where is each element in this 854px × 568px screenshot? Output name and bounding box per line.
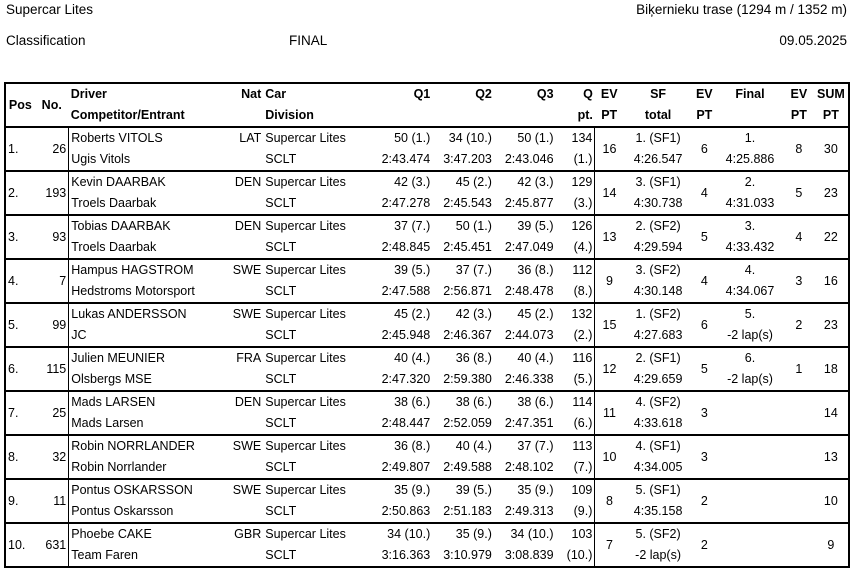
cell-nat: FRA	[228, 347, 263, 369]
cell-sf-position: 2. (SF1)	[624, 347, 693, 369]
cell-division: SCLT	[265, 548, 297, 562]
cell-sf-position: 1. (SF2)	[624, 303, 693, 325]
cell-sf-total: 4:34.005	[633, 460, 683, 474]
cell-ev-sf: 5	[693, 347, 716, 391]
cell-division: SCLT	[265, 372, 297, 386]
cell-sum: 16	[814, 259, 849, 303]
table-row-detail	[5, 369, 849, 391]
cell-ev-final: 4	[784, 215, 814, 259]
cell-final-position: 5.	[716, 303, 784, 325]
cell-final-time: 4:33.432	[725, 240, 775, 254]
cell-sf-total: 4:26.547	[633, 152, 683, 166]
cell-blank	[228, 545, 263, 567]
cell-division: SCLT	[265, 152, 297, 166]
cell-final-position	[716, 391, 784, 413]
cell-q3-points: 39 (5.)	[494, 215, 556, 237]
cell-q2-time: 3:47.203	[443, 152, 492, 166]
cell-q-points: 114	[556, 391, 595, 413]
cell-pos: 1.	[5, 127, 35, 171]
cell-blank	[228, 369, 263, 391]
cell-pos: 6.	[5, 347, 35, 391]
table-row	[5, 171, 849, 193]
cell-pos: 2.	[5, 171, 35, 215]
cell-ev-q: 10	[595, 435, 624, 479]
cell-driver: Pontus OSKARSSON	[69, 479, 228, 501]
cell-car: Supercar Lites	[263, 435, 369, 457]
table-row	[5, 127, 849, 149]
cell-q1-time: 2:47.320	[381, 372, 431, 386]
cell-blank	[228, 457, 263, 479]
table-row	[5, 303, 849, 325]
cell-nat: GBR	[228, 523, 263, 545]
cell-q1-points: 38 (6.)	[370, 391, 433, 413]
cell-sf-total: 4:35.158	[633, 504, 683, 518]
cell-car: Supercar Lites	[263, 479, 369, 501]
cell-q3-time: 2:44.073	[504, 328, 554, 342]
col-ev-sf: EV	[695, 87, 713, 101]
cell-ev-sf: 6	[693, 127, 716, 171]
cell-sf-total: 4:30.738	[633, 196, 683, 210]
cell-q1-time: 2:47.278	[381, 196, 431, 210]
cell-final-position: 2.	[716, 171, 784, 193]
cell-pos: 5.	[5, 303, 35, 347]
cell-q3-time: 2:47.049	[504, 240, 554, 254]
cell-q-rank: (5.)	[573, 372, 593, 386]
cell-car: Supercar Lites	[263, 303, 369, 325]
cell-sum: 14	[814, 391, 849, 435]
cell-ev-q: 9	[595, 259, 624, 303]
cell-sf-position: 5. (SF2)	[624, 523, 693, 545]
cell-final-time	[716, 501, 784, 523]
cell-pos: 4.	[5, 259, 35, 303]
cell-q3-time: 2:43.046	[504, 152, 554, 166]
cell-division: SCLT	[265, 240, 297, 254]
cell-q3-time: 2:46.338	[504, 372, 554, 386]
col-final: Final	[735, 87, 765, 101]
cell-q-rank: (3.)	[573, 196, 593, 210]
cell-q1-points: 50 (1.)	[370, 127, 433, 149]
cell-sf-position: 2. (SF2)	[624, 215, 693, 237]
cell-no: 631	[35, 523, 69, 567]
cell-q1-points: 35 (9.)	[370, 479, 433, 501]
col-ev-q-sub: PT	[601, 108, 618, 122]
cell-q-points: 103	[556, 523, 595, 545]
cell-final-time: 4:34.067	[725, 284, 775, 298]
table-row	[5, 435, 849, 457]
cell-pos: 8.	[5, 435, 35, 479]
col-driver: Driver	[70, 87, 107, 101]
cell-final-position	[716, 435, 784, 457]
cell-final-position: 3.	[716, 215, 784, 237]
cell-ev-sf: 4	[693, 259, 716, 303]
cell-ev-final: 3	[784, 259, 814, 303]
cell-q-points: 113	[556, 435, 595, 457]
cell-sum: 22	[814, 215, 849, 259]
cell-q-rank: (1.)	[573, 152, 593, 166]
cell-q-rank: (8.)	[573, 284, 593, 298]
cell-q3-time: 2:45.877	[504, 196, 554, 210]
cell-driver: Tobias DAARBAK	[69, 215, 228, 237]
cell-q1-points: 34 (10.)	[370, 523, 433, 545]
col-nat: Nat	[241, 87, 262, 101]
col-q3: Q3	[536, 87, 554, 101]
col-competitor: Competitor/Entrant	[70, 108, 185, 122]
cell-final-time	[716, 545, 784, 567]
cell-q1-points: 37 (7.)	[370, 215, 433, 237]
table-row-detail	[5, 149, 849, 171]
cell-sf-total: 4:30.148	[633, 284, 683, 298]
cell-q3-points: 38 (6.)	[494, 391, 556, 413]
cell-nat: DEN	[228, 171, 263, 193]
cell-ev-sf: 2	[693, 479, 716, 523]
cell-division: SCLT	[265, 460, 297, 474]
cell-q-rank: (4.)	[573, 240, 593, 254]
cell-entrant: Robin Norrlander	[69, 457, 228, 479]
col-sum-sub: PT	[822, 108, 839, 122]
cell-q-points: 129	[556, 171, 595, 193]
cell-sf-total: 4:29.594	[633, 240, 683, 254]
cell-driver: Robin NORRLANDER	[69, 435, 228, 457]
cell-q1-time: 2:49.807	[381, 460, 431, 474]
cell-ev-q: 13	[595, 215, 624, 259]
col-car: Car	[265, 87, 287, 101]
cell-ev-final	[784, 391, 814, 435]
cell-q2-points: 39 (5.)	[432, 479, 494, 501]
cell-entrant: Mads Larsen	[69, 413, 228, 435]
table-row	[5, 259, 849, 281]
col-q-pt: Q	[583, 87, 593, 101]
cell-sum: 23	[814, 171, 849, 215]
cell-q3-time: 2:47.351	[504, 416, 554, 430]
table-row-detail	[5, 457, 849, 479]
cell-driver: Phoebe CAKE	[69, 523, 228, 545]
cell-q2-time: 2:45.451	[443, 240, 492, 254]
cell-ev-q: 12	[595, 347, 624, 391]
status-label: FINAL	[289, 33, 328, 48]
cell-ev-q: 7	[595, 523, 624, 567]
cell-division: SCLT	[265, 416, 297, 430]
cell-sum: 30	[814, 127, 849, 171]
cell-q-points: 109	[556, 479, 595, 501]
cell-ev-sf: 3	[693, 435, 716, 479]
cell-q2-time: 3:10.979	[443, 548, 492, 562]
cell-ev-final: 5	[784, 171, 814, 215]
cell-ev-sf: 5	[693, 215, 716, 259]
cell-ev-q: 16	[595, 127, 624, 171]
cell-nat: SWE	[228, 259, 263, 281]
cell-ev-final: 2	[784, 303, 814, 347]
cell-sum: 13	[814, 435, 849, 479]
cell-sum: 23	[814, 303, 849, 347]
cell-final-position: 1.	[716, 127, 784, 149]
cell-final-time: 4:31.033	[725, 196, 775, 210]
cell-no: 99	[35, 303, 69, 347]
cell-q3-time: 2:49.313	[504, 504, 554, 518]
cell-q1-time: 2:47.588	[381, 284, 431, 298]
date-label: 09.05.2025	[779, 33, 847, 48]
cell-sf-position: 1. (SF1)	[624, 127, 693, 149]
cell-q2-time: 2:59.380	[443, 372, 492, 386]
cell-driver: Julien MEUNIER	[69, 347, 228, 369]
cell-q3-points: 45 (2.)	[494, 303, 556, 325]
cell-blank	[228, 501, 263, 523]
cell-q-rank: (10.)	[566, 548, 593, 562]
cell-sum: 18	[814, 347, 849, 391]
cell-ev-q: 15	[595, 303, 624, 347]
table-header	[5, 83, 849, 127]
cell-final-time: -2 lap(s)	[727, 328, 773, 342]
cell-q2-points: 37 (7.)	[432, 259, 494, 281]
cell-q2-points: 38 (6.)	[432, 391, 494, 413]
cell-car: Supercar Lites	[263, 171, 369, 193]
cell-q1-points: 36 (8.)	[370, 435, 433, 457]
cell-q3-points: 42 (3.)	[494, 171, 556, 193]
cell-entrant: Olsbergs MSE	[69, 369, 228, 391]
cell-q3-time: 2:48.102	[504, 460, 554, 474]
cell-ev-sf: 2	[693, 523, 716, 567]
cell-division: SCLT	[265, 328, 297, 342]
col-no: No.	[41, 97, 62, 112]
cell-final-position	[716, 523, 784, 545]
cell-sum: 9	[814, 523, 849, 567]
cell-q2-points: 36 (8.)	[432, 347, 494, 369]
cell-no: 11	[35, 479, 69, 523]
cell-q2-time: 2:49.588	[443, 460, 492, 474]
cell-ev-q: 8	[595, 479, 624, 523]
cell-sf-total: 4:29.659	[633, 372, 683, 386]
cell-no: 25	[35, 391, 69, 435]
cell-no: 93	[35, 215, 69, 259]
cell-q1-points: 42 (3.)	[370, 171, 433, 193]
cell-q2-points: 35 (9.)	[432, 523, 494, 545]
table-row-detail	[5, 501, 849, 523]
cell-ev-final: 1	[784, 347, 814, 391]
cell-no: 26	[35, 127, 69, 171]
cell-q-points: 116	[556, 347, 595, 369]
cell-car: Supercar Lites	[263, 127, 369, 149]
cell-final-time: -2 lap(s)	[727, 372, 773, 386]
cell-entrant: Ugis Vitols	[69, 149, 228, 171]
cell-ev-sf: 3	[693, 391, 716, 435]
cell-entrant: Troels Daarbak	[69, 193, 228, 215]
cell-blank	[228, 149, 263, 171]
cell-q2-points: 34 (10.)	[432, 127, 494, 149]
cell-car: Supercar Lites	[263, 215, 369, 237]
cell-blank	[228, 281, 263, 303]
cell-ev-final	[784, 435, 814, 479]
series-title: Supercar Lites	[6, 2, 94, 17]
cell-final-position: 4.	[716, 259, 784, 281]
cell-sum: 10	[814, 479, 849, 523]
cell-final-time	[716, 457, 784, 479]
cell-q2-time: 2:51.183	[443, 504, 492, 518]
cell-q2-time: 2:45.543	[443, 196, 492, 210]
venue-label: Biķernieku trase (1294 m / 1352 m)	[636, 2, 847, 17]
cell-entrant: Troels Daarbak	[69, 237, 228, 259]
cell-no: 7	[35, 259, 69, 303]
document-title: Classification	[6, 33, 86, 48]
cell-q-points: 132	[556, 303, 595, 325]
cell-q3-points: 36 (8.)	[494, 259, 556, 281]
col-sum: SUM	[816, 87, 845, 101]
cell-q1-time: 2:45.948	[381, 328, 431, 342]
cell-sf-position: 5. (SF1)	[624, 479, 693, 501]
cell-sf-total: -2 lap(s)	[635, 548, 681, 562]
cell-entrant: Team Faren	[69, 545, 228, 567]
cell-division: SCLT	[265, 196, 297, 210]
cell-entrant: Pontus Oskarsson	[69, 501, 228, 523]
cell-sf-position: 4. (SF2)	[624, 391, 693, 413]
cell-q3-points: 40 (4.)	[494, 347, 556, 369]
cell-nat: SWE	[228, 303, 263, 325]
cell-nat: LAT	[228, 127, 263, 149]
cell-ev-q: 14	[595, 171, 624, 215]
cell-q2-time: 2:56.871	[443, 284, 492, 298]
col-division: Division	[265, 108, 314, 122]
table-row	[5, 391, 849, 413]
col-q1: Q1	[413, 87, 431, 101]
cell-ev-sf: 6	[693, 303, 716, 347]
cell-entrant: JC	[69, 325, 228, 347]
cell-q-rank: (9.)	[573, 504, 593, 518]
cell-final-position	[716, 479, 784, 501]
table-row	[5, 215, 849, 237]
cell-q1-time: 2:50.863	[381, 504, 431, 518]
cell-q-rank: (6.)	[573, 416, 593, 430]
cell-no: 32	[35, 435, 69, 479]
cell-final-position: 6.	[716, 347, 784, 369]
cell-q2-points: 45 (2.)	[432, 171, 494, 193]
col-q2: Q2	[475, 87, 492, 101]
cell-ev-q: 11	[595, 391, 624, 435]
cell-q1-points: 39 (5.)	[370, 259, 433, 281]
cell-blank	[228, 413, 263, 435]
cell-nat: DEN	[228, 391, 263, 413]
cell-pos: 10.	[5, 523, 35, 567]
col-ev-sf-sub: PT	[696, 108, 713, 122]
cell-driver: Roberts VITOLS	[69, 127, 228, 149]
cell-no: 115	[35, 347, 69, 391]
col-sf-sub: total	[644, 108, 672, 122]
cell-entrant: Hedstroms Motorsport	[69, 281, 228, 303]
cell-final-time: 4:25.886	[725, 152, 775, 166]
cell-ev-final	[784, 523, 814, 567]
col-q-pt-sub: pt.	[577, 108, 593, 122]
table-body	[5, 127, 849, 567]
cell-ev-final	[784, 479, 814, 523]
cell-q2-points: 50 (1.)	[432, 215, 494, 237]
cell-sf-position: 3. (SF2)	[624, 259, 693, 281]
col-ev-q: EV	[600, 87, 618, 101]
col-pos: Pos	[8, 97, 32, 112]
table-row-detail	[5, 281, 849, 303]
cell-driver: Kevin DAARBAK	[69, 171, 228, 193]
col-ev-final-sub: PT	[790, 108, 807, 122]
table-row-detail	[5, 325, 849, 347]
cell-q-rank: (2.)	[573, 328, 593, 342]
cell-q1-time: 2:48.845	[381, 240, 431, 254]
cell-q1-time: 3:16.363	[381, 548, 431, 562]
table-row	[5, 347, 849, 369]
cell-nat: DEN	[228, 215, 263, 237]
cell-q-points: 134	[556, 127, 595, 149]
classification-table	[4, 82, 850, 568]
cell-q2-points: 40 (4.)	[432, 435, 494, 457]
cell-q2-time: 2:52.059	[443, 416, 492, 430]
cell-q3-points: 34 (10.)	[494, 523, 556, 545]
cell-no: 193	[35, 171, 69, 215]
cell-ev-final: 8	[784, 127, 814, 171]
cell-q2-time: 2:46.367	[443, 328, 492, 342]
cell-driver: Mads LARSEN	[69, 391, 228, 413]
cell-pos: 3.	[5, 215, 35, 259]
table-row-detail	[5, 193, 849, 215]
cell-q1-time: 2:48.447	[381, 416, 431, 430]
cell-driver: Hampus HAGSTROM	[69, 259, 228, 281]
cell-q3-points: 35 (9.)	[494, 479, 556, 501]
col-sf: SF	[650, 87, 667, 101]
cell-pos: 9.	[5, 479, 35, 523]
table-row-detail	[5, 545, 849, 567]
cell-q3-time: 3:08.839	[504, 548, 554, 562]
table-row-detail	[5, 413, 849, 435]
cell-sf-position: 4. (SF1)	[624, 435, 693, 457]
cell-ev-sf: 4	[693, 171, 716, 215]
cell-q3-points: 50 (1.)	[494, 127, 556, 149]
cell-pos: 7.	[5, 391, 35, 435]
cell-blank	[228, 237, 263, 259]
cell-q-points: 126	[556, 215, 595, 237]
cell-car: Supercar Lites	[263, 391, 369, 413]
cell-final-time	[716, 413, 784, 435]
cell-car: Supercar Lites	[263, 259, 369, 281]
cell-q1-time: 2:43.474	[381, 152, 431, 166]
cell-driver: Lukas ANDERSSON	[69, 303, 228, 325]
cell-sf-total: 4:33.618	[633, 416, 683, 430]
cell-car: Supercar Lites	[263, 523, 369, 545]
cell-q3-time: 2:48.478	[504, 284, 554, 298]
cell-sf-total: 4:27.683	[633, 328, 683, 342]
cell-car: Supercar Lites	[263, 347, 369, 369]
cell-q-rank: (7.)	[573, 460, 593, 474]
cell-sf-position: 3. (SF1)	[624, 171, 693, 193]
cell-blank	[228, 193, 263, 215]
cell-nat: SWE	[228, 479, 263, 501]
table-row	[5, 479, 849, 501]
table-row	[5, 523, 849, 545]
cell-division: SCLT	[265, 504, 297, 518]
cell-q1-points: 45 (2.)	[370, 303, 433, 325]
table-row-detail	[5, 237, 849, 259]
cell-division: SCLT	[265, 284, 297, 298]
cell-blank	[228, 325, 263, 347]
cell-q3-points: 37 (7.)	[494, 435, 556, 457]
cell-q-points: 112	[556, 259, 595, 281]
cell-nat: SWE	[228, 435, 263, 457]
cell-q2-points: 42 (3.)	[432, 303, 494, 325]
cell-q1-points: 40 (4.)	[370, 347, 433, 369]
col-ev-final: EV	[790, 87, 808, 101]
